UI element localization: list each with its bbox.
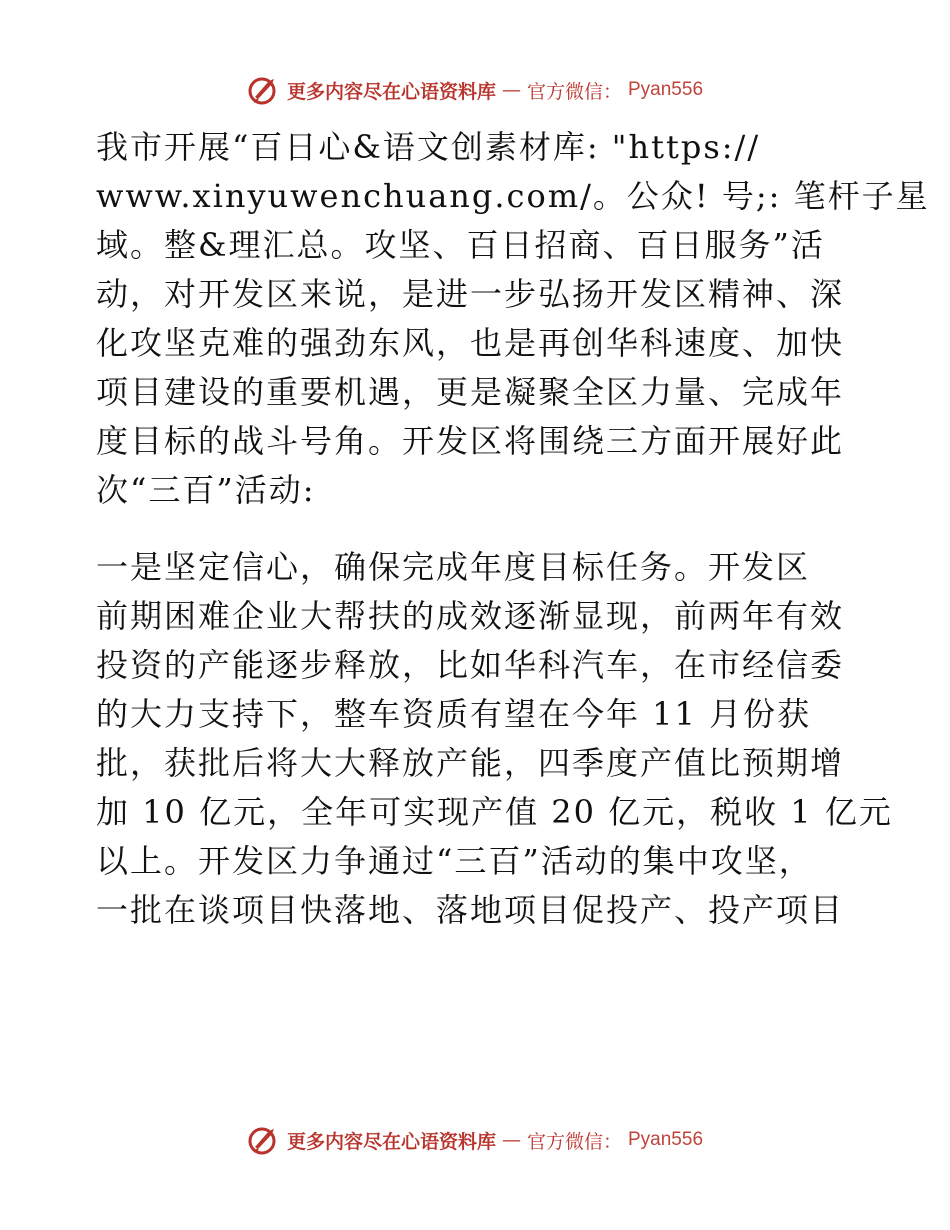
text-line: 次“三百”活动: — [96, 471, 316, 509]
text-line: 的大力支持下，整车资质有望在今年 11 月份获 — [96, 695, 812, 733]
footer-banner-dash: — — [501, 1129, 521, 1151]
header-wechat-label: 官方微信： — [526, 80, 622, 103]
text-line: 项目建设的重要机遇，更是凝聚全区力量、完成年 — [96, 373, 845, 411]
footer-wechat-label: 官方微信： — [526, 1130, 622, 1153]
footer-banner-inner — [247, 1123, 703, 1157]
footer-banner-text: 更多内容尽在心语资料库 — [286, 1130, 496, 1153]
header-banner-text: 更多内容尽在心语资料库 — [286, 80, 496, 103]
text-line: 度目标的战斗号角。开发区将围绕三方面开展好此 — [96, 422, 845, 460]
header-banner-inner — [247, 73, 703, 107]
footer-banner — [0, 1120, 950, 1160]
header-wechat-id: Pyan556 — [628, 79, 704, 100]
header-banner — [0, 70, 950, 110]
paragraph-2 — [96, 543, 893, 935]
quill-logo-icon — [247, 73, 281, 107]
text-line: 化攻坚克难的强劲东风，也是再创华科速度、加快 — [96, 324, 845, 362]
paragraph-gap — [96, 515, 856, 543]
header-banner-dash: — — [501, 79, 521, 101]
document-body — [96, 123, 930, 935]
text-line: 域。整&理汇总。攻坚、百日招商、百日服务”活 — [96, 226, 825, 264]
text-line: 我市开展“百日心&语文创素材库: "https:// — [96, 128, 761, 166]
text-line: 动，对开发区来说，是进一步弘扬开发区精神、深 — [96, 275, 845, 313]
quill-logo-icon — [247, 1123, 281, 1157]
text-line: 加 10 亿元，全年可实现产值 20 亿元，税收 1 亿元 — [96, 793, 893, 831]
text-line: 以上。开发区力争通过“三百”活动的集中攻坚， — [96, 842, 813, 880]
text-line: 批，获批后将大大释放产能，四季度产值比预期增 — [96, 744, 845, 782]
text-line: 投资的产能逐步释放，比如华科汽车，在市经信委 — [96, 646, 845, 684]
text-line: 一批在谈项目快落地、落地项目促投产、投产项目 — [96, 891, 845, 929]
paragraph-1 — [96, 123, 930, 515]
footer-wechat-id: Pyan556 — [628, 1129, 704, 1150]
text-line: 前期困难企业大帮扶的成效逐渐显现，前两年有效 — [96, 597, 845, 635]
text-line: 一是坚定信心，确保完成年度目标任务。开发区 — [96, 548, 811, 586]
text-line: www.xinyuwenchuang.com/。公众! 号;: 笔杆子星 — [96, 177, 930, 215]
